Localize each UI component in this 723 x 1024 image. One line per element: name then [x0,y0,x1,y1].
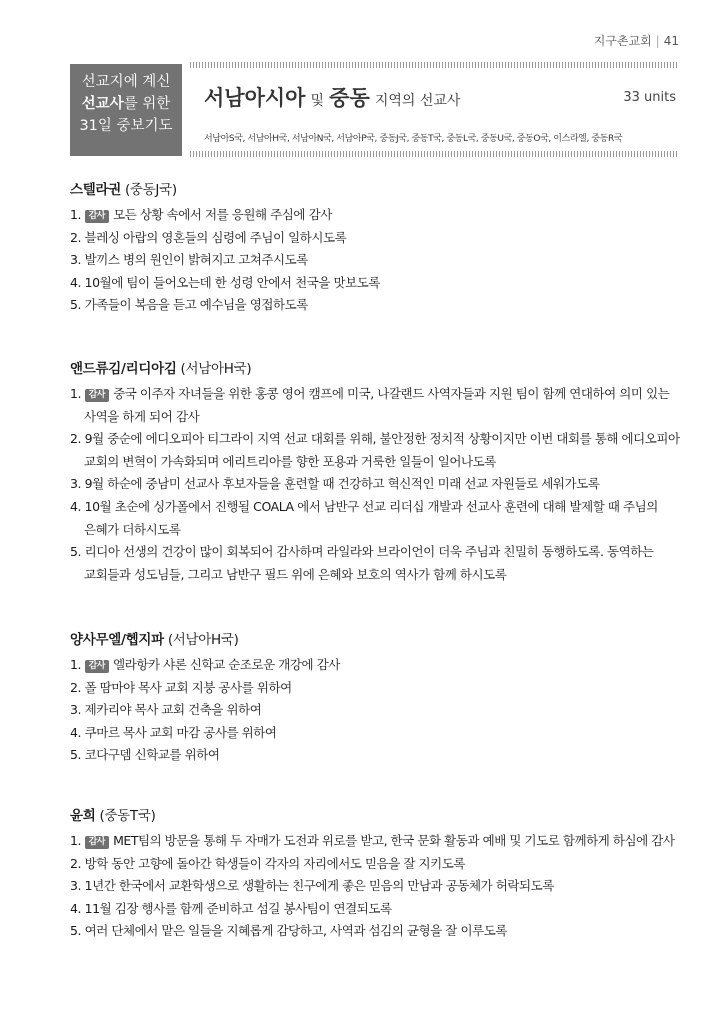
prayer-item [70,898,670,921]
prayer-item-number: 2. [70,855,85,871]
prayer-item-text: 여러 단체에서 맡은 일들을 지혜롭게 감당하고, 사역과 섬김의 균형을 잘 이루도록 [84,923,507,939]
prayer-item-number: 3. [70,252,85,268]
prayer-item-number: 5. [70,923,85,939]
thanks-badge: 감사 [85,660,110,673]
prayer-guide-box [70,64,182,156]
hatch-divider-top [190,62,678,68]
prayer-item [70,875,670,898]
missionary-region: (서남아H국) [163,632,239,648]
prayer-item [70,722,670,745]
prayer-item-text: 모든 상황 속에서 저를 응원해 주심에 감사 [113,207,332,222]
missionary-heading [70,178,670,198]
box-line-3: 31일 중보기도 [79,118,173,134]
title-conjunction: 및 [310,93,325,109]
prayer-item [70,541,670,586]
prayer-item [70,654,670,677]
prayer-item-text-continued: 교회의 변혁이 가속화되며 에리트리아를 향한 포용과 거룩한 일들이 일어나도록 [84,453,496,469]
prayer-item-text-continued: 은혜가 더하시도록 [84,521,181,537]
prayer-item-number: 2. [70,679,85,695]
prayer-item [70,496,670,541]
missionary-region: (중동J국) [120,182,177,198]
units-count: 33 units [623,90,676,105]
missionary-name: 앤드류김/리디아김 [70,361,177,377]
prayer-item-text: 중국 이주자 자녀들을 위한 홍콩 영어 캠프에 미국, 나갈랜드 사역자들과 지원 팀이 함께 연대하여 의미 있는 [113,386,670,401]
thanks-badge: 감사 [85,389,110,402]
prayer-item-text: 블레싱 아랍의 영혼들의 심령에 주님이 일하시도록 [84,229,347,245]
prayer-item [70,744,670,767]
prayer-item-text: 방학 동안 고향에 돌아간 학생들이 각자의 자리에서도 믿음을 잘 지키도록 [84,855,466,871]
missionary-heading [70,628,670,648]
prayer-item-number: 1. [70,386,85,401]
missionary-name: 양사무엘/헵지파 [70,632,164,648]
missionary-name: 스텔라권 [70,182,121,198]
hatch-divider-bottom [190,151,678,157]
prayer-item-text: 쿠마르 목사 교회 마감 공사를 위하여 [84,724,277,740]
prayer-item-number: 3. [70,878,85,894]
prayer-list [70,654,670,767]
prayer-item-number: 4. [70,274,85,290]
prayer-item-text: MET팀의 방문을 통해 두 자매가 도전과 위로를 받고, 한국 문화 활동과 예배 및 기도로 함께하게 하심에 감사 [113,833,675,848]
missionary-section [70,804,675,943]
prayer-item [70,473,670,496]
prayer-item-number: 3. [70,702,85,718]
missionary-section [70,178,670,317]
country-list: 서남아S국, 서남아H국, 서남아N국, 서남아P국, 중동J국, 중동T국, 중동L국, 중동U국, 중동O국, 이스라엘, 중동R국 [204,134,623,144]
prayer-item-number: 4. [70,498,85,514]
prayer-item [70,853,670,876]
prayer-item-number: 4. [70,900,85,916]
prayer-item-text: 9월 하순에 중남미 선교사 후보자들을 훈련할 때 건강하고 혁신적인 미래 선교 자원들로 세워가도록 [84,476,600,492]
prayer-item-text: 엘라항카 샤론 신학교 순조로운 개강에 감사 [113,657,340,672]
page-number: 41 [663,34,679,48]
missionary-section [70,357,680,586]
prayer-item-number: 2. [70,431,85,447]
prayer-list [70,383,680,586]
page-header [594,32,679,49]
title-region-1: 서남아시아 [204,86,306,110]
prayer-item-text: 1년간 한국에서 교환학생으로 생활하는 친구에게 좋은 믿음의 만남과 공동체가 허락되도록 [84,878,554,894]
page-title [204,82,676,112]
prayer-item [70,294,670,317]
prayer-item-text-continued: 교회들과 성도님들, 그리고 남반구 필드 위에 은혜와 보호의 역사가 함께 하시도록 [84,566,507,582]
prayer-list [70,830,675,943]
prayer-item-text: 발끼스 병의 원인이 밝혀지고 고쳐주시도록 [84,252,308,268]
prayer-item-text: 10월 초순에 싱가폴에서 진행될 COALA 에서 남반구 선교 리더십 개발과 선교사 훈련에 대해 발제할 때 주님의 [84,498,658,514]
prayer-list [70,204,670,317]
missionary-region: (서남아H국) [176,361,252,377]
prayer-item [70,830,675,853]
prayer-item [70,272,670,295]
prayer-item-number: 4. [70,724,85,740]
header-separator: | [655,34,660,48]
box-line-2 [70,93,182,115]
box-line-2-bold: 선교사 [81,96,124,112]
prayer-item-number: 3. [70,476,85,492]
box-line-2-rest: 를 위한 [123,96,171,112]
title-suffix: 지역의 선교사 [374,93,461,109]
thanks-badge: 감사 [85,210,110,223]
church-name: 지구촌교회 [593,34,652,48]
prayer-item-text: 제카리야 목사 교회 건축을 위하여 [84,702,262,718]
prayer-item-text-continued: 사역을 하게 되어 감사 [84,408,200,424]
prayer-item-number: 5. [70,544,85,560]
prayer-item-text: 리디아 선생의 건강이 많이 회복되어 감사하며 라일라와 브라이언이 더욱 주님과 친밀히 동행하도록. 동역하는 [84,544,654,560]
prayer-item [70,204,670,227]
box-line-1: 선교지에 계신 [81,74,171,90]
missionary-region: (중동T국) [95,808,156,824]
missionary-name: 윤희 [70,808,96,824]
prayer-item-text: 10월에 팀이 들어오는데 한 성령 안에서 천국을 맛보도록 [84,274,380,290]
prayer-item [70,227,670,250]
prayer-item-number: 1. [70,207,85,222]
prayer-item-text: 9월 중순에 에디오피아 티그라이 지역 선교 대회를 위해, 불안정한 정치적 상황이지만 이번 대회를 통해 에디오피아 [84,431,680,447]
prayer-item-number: 5. [70,297,85,313]
prayer-item [70,920,670,943]
prayer-item-number: 5. [70,747,85,763]
prayer-item [70,699,670,722]
prayer-item-text: 가족들이 복음을 듣고 예수님을 영접하도록 [84,297,308,313]
prayer-item-text: 11월 김장 행사를 함께 준비하고 섬길 봉사팀이 연결되도록 [84,900,392,916]
prayer-item-text: 폴 땀마야 목사 교회 지붕 공사를 위하여 [84,679,292,695]
missionary-section [70,628,670,767]
prayer-item [70,677,670,700]
missionary-heading [70,804,670,824]
title-region-2: 중동 [329,86,370,110]
prayer-item [70,428,680,473]
prayer-item [70,249,670,272]
thanks-badge: 감사 [85,836,110,849]
prayer-item-number: 2. [70,229,85,245]
prayer-item-number: 1. [70,657,85,672]
missionary-heading [70,357,670,377]
prayer-item [70,383,670,428]
prayer-item-text: 코다구뎀 신학교를 위하여 [84,747,220,763]
prayer-item-number: 1. [70,833,85,848]
